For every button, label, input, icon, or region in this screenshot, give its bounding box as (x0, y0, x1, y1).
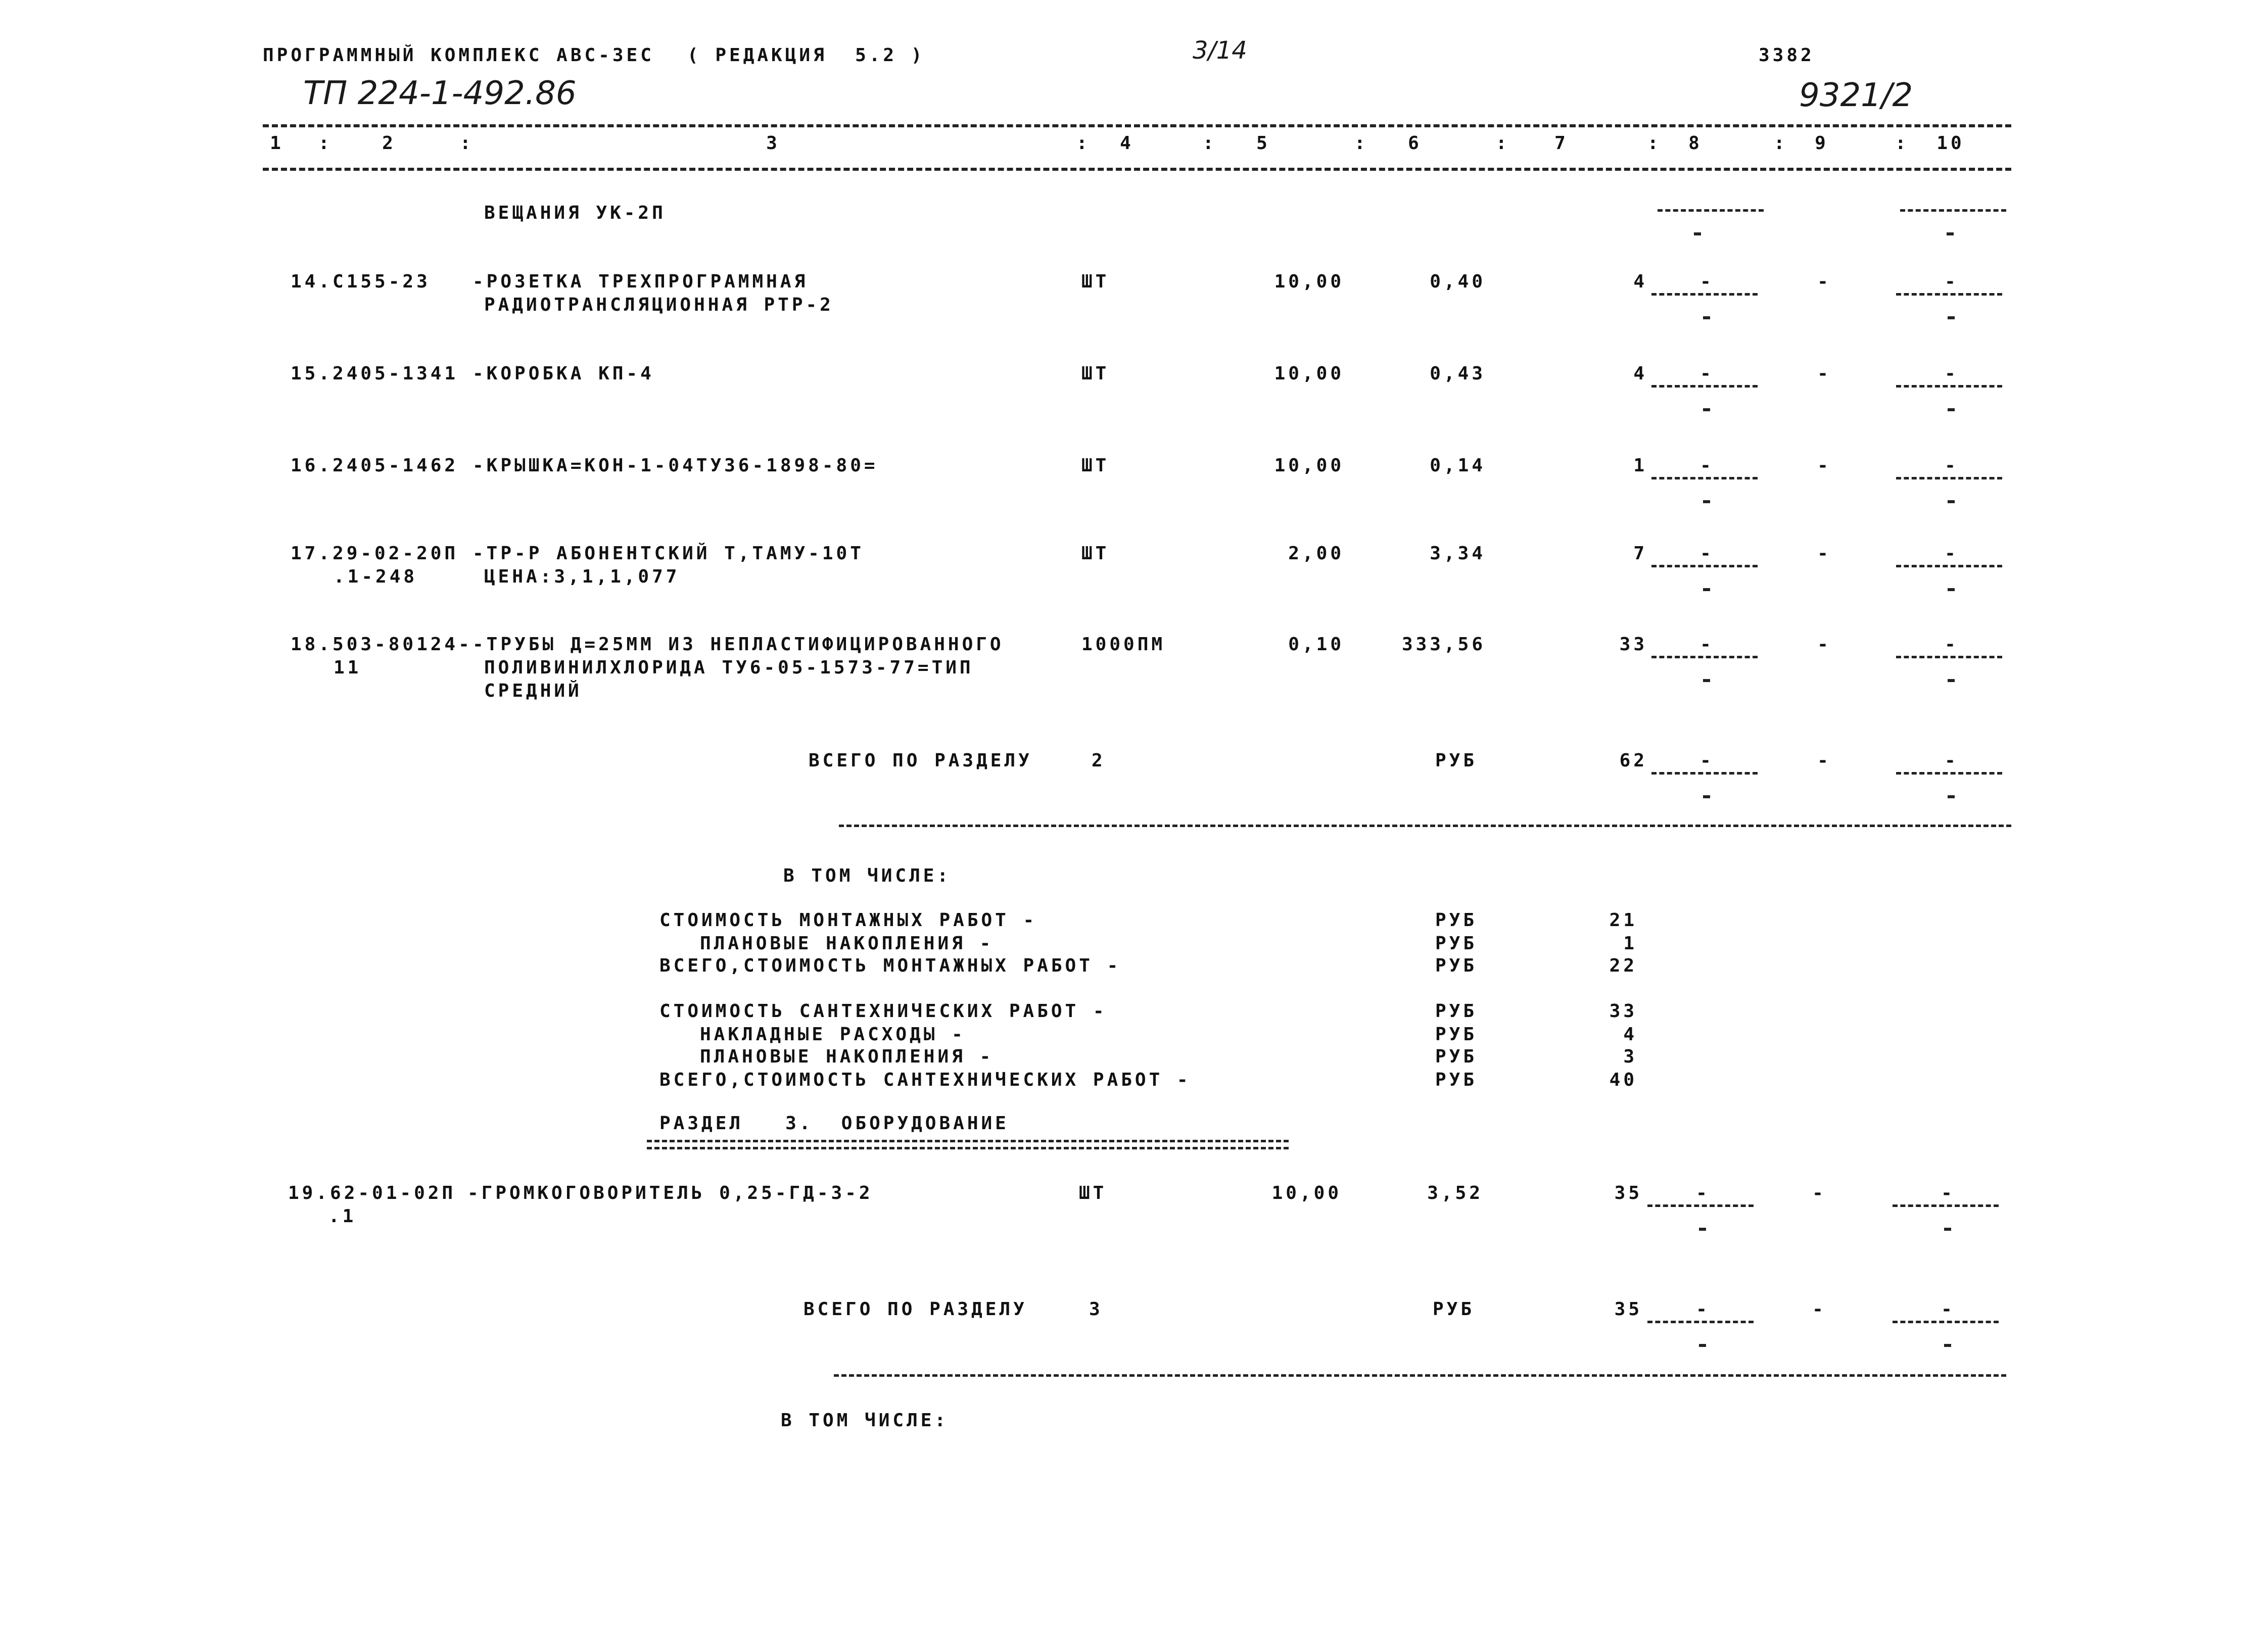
col8-lower-mark (1699, 1228, 1706, 1231)
row-total: 33 (1619, 634, 1647, 655)
summary-unit: РУБ (1435, 955, 1478, 976)
row-unit: ШТ (1081, 363, 1110, 384)
section-total-label: ВСЕГО ПО РАЗДЕЛУ (804, 1299, 1027, 1320)
col9-value: - (1817, 363, 1831, 384)
col9-value: - (1817, 271, 1831, 292)
section-3-underline-2 (647, 1147, 1289, 1149)
col8-divider (1651, 293, 1758, 296)
section-col8-lower-mark (1703, 795, 1710, 798)
section-total-unit: РУБ (1433, 1299, 1475, 1320)
col10-divider (1896, 565, 2002, 567)
summary-label: ВСЕГО,СТОИМОСТЬ МОНТАЖНЫХ РАБОТ - (659, 955, 1121, 976)
row-price: 3,52 (1427, 1183, 1483, 1203)
row-name-line: -ТРУБЫ Д=25ММ ИЗ НЕПЛАСТИФИЦИРОВАННОГО (472, 634, 1004, 655)
including-label: В ТОМ ЧИСЛЕ: (783, 865, 952, 886)
col10-lower-mark (1948, 500, 1955, 503)
section-col10-value: - (1941, 1299, 1955, 1320)
header-bottom-rule (263, 168, 2011, 171)
summary-unit: РУБ (1435, 1024, 1478, 1045)
row-unit: 1000ПМ (1081, 634, 1166, 655)
row-name-line: -РОЗЕТКА ТРЕХПРОГРАММНАЯ (472, 271, 809, 292)
row-quantity: 10,00 (1274, 455, 1344, 476)
summary-value: 22 (1609, 955, 1637, 976)
section-col8-divider (1651, 772, 1758, 775)
col9-value: - (1817, 543, 1831, 564)
row-name-line: РАДИОТРАНСЛЯЦИОННАЯ РТР-2 (484, 295, 834, 315)
row-quantity: 0,10 (1288, 634, 1344, 655)
row-total: 4 (1633, 271, 1647, 292)
section-3-underline (647, 1140, 1289, 1142)
column-separator: : (460, 133, 474, 154)
handwritten-page: 3/14 (1193, 36, 1247, 65)
summary-value: 1 (1623, 933, 1637, 954)
project-code: ТП 224-1-492.86 (303, 75, 577, 112)
row-name-line: -КРЫШКА=КОН-1-04ТУ36-1898-80= (472, 455, 878, 476)
column-separator: : (318, 133, 333, 154)
section-col8-divider (1647, 1321, 1754, 1323)
col9-value: - (1812, 1183, 1826, 1203)
col8-value: - (1700, 271, 1714, 292)
row-code: 15.2405-1341 (291, 363, 459, 384)
row-total: 35 (1614, 1183, 1642, 1203)
section-col10-lower-mark (1948, 795, 1955, 798)
row-code-continued: .1-248 (334, 566, 418, 587)
col9-value: - (1817, 634, 1831, 655)
section-col9: - (1817, 750, 1831, 771)
row-code-continued: 11 (334, 657, 362, 678)
column-header-1: 1 (270, 133, 284, 154)
summary-unit: РУБ (1435, 1046, 1478, 1067)
row-quantity: 10,00 (1274, 271, 1344, 292)
summary-unit: РУБ (1435, 910, 1478, 931)
sheet-code: 9321/2 (1799, 77, 1913, 114)
section-total-label: ВСЕГО ПО РАЗДЕЛУ (809, 750, 1032, 771)
row-code: 17.29-02-20П (291, 543, 459, 564)
summary-unit: РУБ (1435, 1001, 1478, 1022)
row-name-line: ПОЛИВИНИЛХЛОРИДА ТУ6-05-1573-77=ТИП (484, 657, 974, 678)
column-header-4: 4 (1120, 133, 1134, 154)
row-price: 0,14 (1430, 455, 1486, 476)
row-unit: ШТ (1081, 455, 1110, 476)
column-separator: : (1496, 133, 1510, 154)
col10-value: - (1941, 1183, 1955, 1203)
row-name-line: ВЕЩАНИЯ УК-2П (484, 203, 666, 223)
section-col8-lower-mark (1699, 1344, 1706, 1347)
program-name: ПРОГРАММНЫЙ КОМПЛЕКС АВС-3ЕС (263, 45, 654, 66)
section-col10-divider (1896, 772, 2002, 775)
column-header-7: 7 (1554, 133, 1569, 154)
top-rule (263, 124, 2011, 127)
col8-value: - (1700, 543, 1714, 564)
summary-value: 3 (1623, 1046, 1637, 1067)
row-name-line: -КОРОБКА КП-4 (472, 363, 654, 384)
edition-label: ( РЕДАКЦИЯ 5.2 ) (687, 45, 925, 66)
column-separator: : (1774, 133, 1788, 154)
col8-divider (1651, 656, 1758, 658)
column-separator: : (1076, 133, 1091, 154)
summary-value: 21 (1609, 910, 1637, 931)
col10-lower-mark (1944, 1228, 1951, 1231)
row-quantity: 2,00 (1288, 543, 1344, 564)
row-quantity: 10,00 (1271, 1183, 1342, 1203)
col8-lower-mark (1703, 500, 1710, 503)
section-number: 3 (1089, 1299, 1103, 1320)
col10-lower-mark (1948, 588, 1955, 591)
section-2-rule (839, 825, 2011, 827)
col10-lower-mark (1947, 232, 1954, 235)
section-3-title: РАЗДЕЛ 3. ОБОРУДОВАНИЕ (659, 1113, 1009, 1134)
summary-label: СТОИМОСТЬ МОНТАЖНЫХ РАБОТ - (659, 910, 1037, 931)
col9-value: - (1817, 455, 1831, 476)
row-price: 3,34 (1430, 543, 1486, 564)
col10-divider (1896, 477, 2002, 479)
summary-label: ВСЕГО,СТОИМОСТЬ САНТЕХНИЧЕСКИХ РАБОТ - (659, 1070, 1191, 1090)
section-col10-value: - (1945, 750, 1959, 771)
col10-value: - (1945, 455, 1959, 476)
section-total-value: 35 (1614, 1299, 1642, 1320)
col8-divider (1651, 477, 1758, 479)
section-col10-divider (1893, 1321, 1999, 1323)
row-price: 0,43 (1430, 363, 1486, 384)
col8-value: - (1700, 363, 1714, 384)
row-code-continued: .1 (328, 1206, 357, 1227)
summary-unit: РУБ (1435, 933, 1478, 954)
col8-divider (1647, 1204, 1754, 1207)
col10-value: - (1945, 363, 1959, 384)
col10-divider (1893, 1204, 1999, 1207)
row-quantity: 10,00 (1274, 363, 1344, 384)
summary-label: ПЛАНОВЫЕ НАКОПЛЕНИЯ - (700, 933, 994, 954)
section-total-unit: РУБ (1435, 750, 1478, 771)
row-code: 16.2405-1462 (291, 455, 459, 476)
page-number: 3382 (1759, 45, 1815, 66)
row-total: 7 (1633, 543, 1647, 564)
row-price: 0,40 (1430, 271, 1486, 292)
column-header-6: 6 (1408, 133, 1422, 154)
section-total-value: 62 (1619, 750, 1647, 771)
col10-value: - (1945, 634, 1959, 655)
row-price: 333,56 (1401, 634, 1486, 655)
summary-value: 4 (1623, 1024, 1637, 1045)
column-separator: : (1354, 133, 1368, 154)
row-total: 1 (1633, 455, 1647, 476)
section-col8-value: - (1696, 1299, 1710, 1320)
col10-lower-mark (1948, 316, 1955, 319)
col10-value: - (1945, 543, 1959, 564)
section-3-rule (834, 1374, 2006, 1377)
column-header-9: 9 (1815, 133, 1829, 154)
col8-lower-mark (1703, 408, 1710, 411)
summary-label: СТОИМОСТЬ САНТЕХНИЧЕСКИХ РАБОТ - (659, 1001, 1107, 1022)
col10-divider (1900, 209, 2006, 212)
summary-label: НАКЛАДНЫЕ РАСХОДЫ - (700, 1024, 966, 1045)
col10-divider (1896, 385, 2002, 388)
row-unit: ШТ (1079, 1183, 1107, 1203)
column-separator: : (1895, 133, 1909, 154)
summary-label: ПЛАНОВЫЕ НАКОПЛЕНИЯ - (700, 1046, 994, 1067)
col8-divider (1651, 385, 1758, 388)
col8-lower-mark (1703, 316, 1710, 319)
col10-divider (1896, 293, 2002, 296)
section-col9: - (1812, 1299, 1826, 1320)
column-header-3: 3 (766, 133, 780, 154)
column-separator: : (1647, 133, 1662, 154)
section-col8-value: - (1700, 750, 1714, 771)
col8-value: - (1696, 1183, 1710, 1203)
summary-value: 40 (1609, 1070, 1637, 1090)
col10-lower-mark (1948, 408, 1955, 411)
col8-divider (1651, 565, 1758, 567)
including-label-2: В ТОМ ЧИСЛЕ: (781, 1410, 949, 1431)
column-header-10: 10 (1936, 133, 1965, 154)
row-unit: ШТ (1081, 543, 1110, 564)
col8-value: - (1700, 455, 1714, 476)
summary-unit: РУБ (1435, 1070, 1478, 1090)
col10-value: - (1945, 271, 1959, 292)
row-name-line: -ГРОМКОГОВОРИТЕЛЬ 0,25-ГД-3-2 (467, 1183, 873, 1203)
col8-lower-mark (1703, 588, 1710, 591)
col8-lower-mark (1703, 679, 1710, 682)
col8-lower-mark (1694, 232, 1701, 235)
row-name-line: -ТР-Р АБОНЕНТСКИЙ Т,ТАМУ-10Т (472, 543, 864, 564)
row-total: 4 (1633, 363, 1647, 384)
summary-value: 33 (1609, 1001, 1637, 1022)
row-code: 14.С155-23 (291, 271, 431, 292)
row-code: 18.503-80124- (291, 634, 472, 655)
column-header-2: 2 (382, 133, 396, 154)
row-name-line: ЦЕНА:3,1,1,077 (484, 566, 680, 587)
col8-divider (1658, 209, 1764, 212)
row-code: 19.62-01-02П (288, 1183, 456, 1203)
row-name-line: СРЕДНИЙ (484, 681, 582, 701)
column-separator: : (1203, 133, 1217, 154)
column-header-5: 5 (1256, 133, 1270, 154)
column-header-8: 8 (1688, 133, 1703, 154)
section-number: 2 (1092, 750, 1106, 771)
col10-divider (1896, 656, 2002, 658)
row-unit: ШТ (1081, 271, 1110, 292)
col10-lower-mark (1948, 679, 1955, 682)
col8-value: - (1700, 634, 1714, 655)
section-col10-lower-mark (1944, 1344, 1951, 1347)
